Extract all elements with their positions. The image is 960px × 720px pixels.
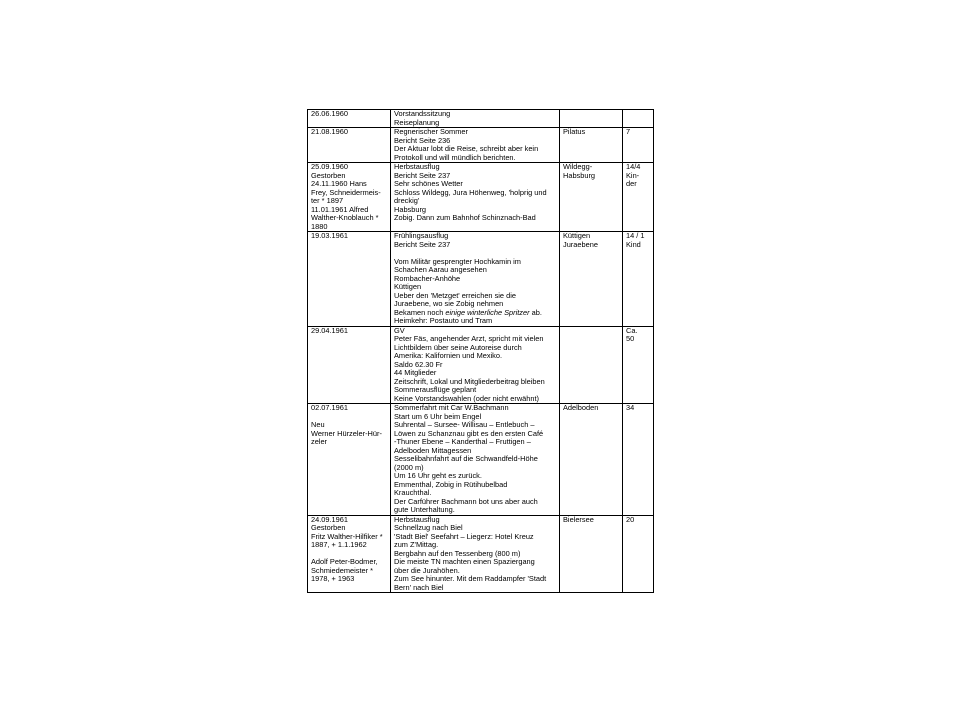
- date-cell: [308, 110, 391, 128]
- event-text: Rombacher-Anhöhe: [394, 273, 461, 283]
- event-text: Bericht Seite 237: [394, 170, 451, 180]
- event-text: Emmenthal, Zobig in Rütihubelbad: [394, 479, 508, 489]
- place-cell: [560, 232, 623, 327]
- place-cell-line: Juraebene: [563, 239, 598, 249]
- date-cell-line: Fritz Walther-Hilfiker *: [311, 531, 383, 541]
- date-cell-line: Werner Hürzeler-Hür-: [311, 428, 382, 438]
- event-text: 44 Mitglieder: [394, 368, 437, 377]
- date-cell-line: Adolf Peter-Bodmer,: [311, 557, 378, 566]
- table-row: [308, 110, 654, 128]
- date-cell-line: zeler: [311, 437, 328, 446]
- event-text: Der Aktuar lobt die Reise, schreibt aber kein: [394, 144, 539, 153]
- participants-cell: [623, 232, 654, 327]
- event-text: Regnerischer Sommer: [394, 127, 468, 136]
- event-text: Sommerfahrt mit Car W.Bachmann: [394, 403, 509, 412]
- place-cell-line: Adelboden: [563, 403, 599, 412]
- participants-cell-line: Kind: [626, 239, 641, 249]
- event-text: Saldo 62.30 Fr: [394, 359, 443, 369]
- participants-cell-line: 50: [626, 334, 635, 343]
- place-cell: [560, 110, 623, 128]
- participants-cell-line: 14/4: [626, 162, 641, 171]
- date-cell-line: 11.01.1961 Alfred: [311, 204, 369, 214]
- place-cell: [560, 163, 623, 232]
- date-cell-line: 1978, + 1963: [311, 574, 355, 583]
- participants-cell-line: Ca.: [626, 326, 638, 335]
- event-cell: [391, 128, 560, 163]
- event-text: über die Jurahöhen.: [394, 565, 460, 575]
- participants-cell-line: 20: [626, 515, 635, 524]
- date-cell-line: 29.04.1961: [311, 326, 348, 335]
- event-text: Adelboden Mittagessen: [394, 445, 472, 455]
- event-text: Ueber den 'Metzget' erreichen sie die: [394, 290, 516, 300]
- event-line: [394, 506, 557, 515]
- table-row: [308, 163, 654, 232]
- participants-cell: [623, 110, 654, 128]
- event-cell: [391, 326, 560, 404]
- event-line: [394, 395, 557, 404]
- event-text: Zum See hinunter. Mit dem Raddampfer 'Stadt: [394, 574, 547, 583]
- event-text: dreckig': [394, 196, 420, 205]
- place-cell-line: Wildegg-: [563, 162, 593, 171]
- date-cell-line: Schmiedemeister *: [311, 565, 374, 575]
- event-text: Vom Militär gesprengter Hochkamin im: [394, 256, 521, 266]
- date-cell-line: Gestorben: [311, 523, 346, 532]
- date-cell-line: 02.07.1961: [311, 403, 348, 412]
- date-cell-line: 24.09.1961: [311, 515, 348, 524]
- event-text: Herbstausflug: [394, 515, 440, 524]
- event-text: Krauchthal.: [394, 488, 432, 497]
- event-cell: [391, 404, 560, 516]
- event-text: Um 16 Uhr geht es zurück.: [394, 471, 482, 480]
- event-text: Bekamen noch: [394, 307, 446, 317]
- date-cell-line: 21.08.1960: [311, 127, 348, 136]
- date-cell: [308, 163, 391, 232]
- event-text: Sommerausflüge geplant: [394, 385, 477, 394]
- event-text: Bericht Seite 236: [394, 135, 451, 145]
- event-text: Sesselibahnfahrt auf die Schwandfeld-Höhe: [394, 454, 538, 463]
- date-cell-line: Walther-Knoblauch *: [311, 213, 379, 222]
- event-text: Suhrental – Sursee- Willisau – Entlebuch –: [394, 420, 535, 429]
- place-cell: [560, 128, 623, 163]
- event-text: Protokoll und will mündlich berichten.: [394, 152, 516, 162]
- participants-cell-line: 7: [626, 127, 631, 136]
- participants-cell-line: 34: [626, 403, 635, 412]
- event-text: Die meiste TN machten einen Spaziergang: [394, 557, 535, 566]
- event-line: [394, 154, 557, 163]
- event-text: einige winterliche Spritzer: [445, 307, 530, 317]
- event-text: Lichtbildern über seine Autoreise durch: [394, 342, 522, 352]
- event-text: (2000 m): [394, 462, 424, 472]
- event-text: Schloss Wildegg, Jura Höhenweg, 'holprig und: [394, 187, 547, 197]
- event-text: Bergbahn auf den Tessenberg (800 m): [394, 548, 521, 558]
- event-text: Start um 6 Uhr beim Engel: [394, 411, 482, 421]
- event-text: Der Carführer Bachmann bot uns aber auch: [394, 496, 538, 506]
- place-cell-line: Habsburg: [563, 170, 596, 180]
- date-cell-line: 1880: [311, 221, 328, 231]
- event-text: Bericht Seite 237: [394, 239, 451, 249]
- event-text: 'Stadt Biel' Seefahrt – Liegerz: Hotel Kreuz: [394, 531, 534, 541]
- chronicle-table: [307, 109, 654, 593]
- event-text: Frühlingsausflug: [394, 231, 449, 240]
- event-cell: [391, 110, 560, 128]
- event-text: Heimkehr: Postauto und Tram: [394, 316, 493, 325]
- participants-cell: [623, 326, 654, 404]
- date-cell-line: ter * 1897: [311, 196, 344, 205]
- participants-cell-line: 14 / 1: [626, 231, 645, 240]
- participants-cell: [623, 163, 654, 232]
- event-text: Keine Vorstandswahlen (oder nicht erwähnt): [394, 393, 540, 403]
- event-text: Vorstandssitzung: [394, 109, 451, 118]
- event-line: [394, 241, 557, 250]
- event-text: Herbstausflug: [394, 162, 440, 171]
- event-text: Bern' nach Biel: [394, 582, 444, 592]
- date-cell-line: 1887, + 1.1.1962: [311, 540, 367, 549]
- date-cell: [308, 128, 391, 163]
- place-cell-line: Bielersee: [563, 515, 594, 524]
- event-text: Sehr schönes Wetter: [394, 179, 463, 188]
- date-cell: [308, 232, 391, 327]
- event-text: Habsburg: [394, 204, 427, 214]
- event-text: ab.: [529, 307, 542, 317]
- table-row: [308, 515, 654, 593]
- event-text: Küttigen: [394, 282, 422, 291]
- date-cell-line: Frey, Schneidermeis-: [311, 187, 381, 197]
- event-text: Juraebene, wo sie Zobig nehmen: [394, 299, 504, 308]
- event-line: [394, 119, 557, 128]
- participants-cell: [623, 404, 654, 516]
- place-cell-line: Pilatus: [563, 127, 586, 136]
- event-text: GV: [394, 326, 405, 335]
- event-text: Reiseplanung: [394, 117, 440, 127]
- event-text: zum Z'Mittag.: [394, 540, 439, 549]
- date-cell: [308, 404, 391, 516]
- participants-cell-line: der: [626, 179, 637, 188]
- event-text: Zeitschrift, Lokal und Mitgliederbeitrag bleiben: [394, 376, 545, 386]
- event-cell: [391, 163, 560, 232]
- date-cell: [308, 326, 391, 404]
- event-text: Peter Fäs, angehender Arzt, spricht mit vielen: [394, 334, 544, 343]
- event-text: Löwen zu Schanznau gibt es den ersten Café: [394, 428, 544, 438]
- date-cell-line: Neu: [311, 420, 325, 429]
- event-line: [394, 317, 557, 326]
- table-row: [308, 232, 654, 327]
- event-text: gute Unterhaltung.: [394, 505, 455, 514]
- event-cell: [391, 232, 560, 327]
- participants-cell: [623, 128, 654, 163]
- date-cell-line: 24.11.1960 Hans: [311, 179, 367, 188]
- date-cell-line: 19.03.1961: [311, 231, 348, 240]
- event-line: [394, 584, 557, 593]
- event-text: Schnellzug nach Biel: [394, 523, 463, 532]
- event-line: [394, 214, 557, 223]
- date-cell-line: Gestorben: [311, 170, 346, 180]
- event-text: -Thuner Ebene – Kanderthal – Fruttigen –: [394, 437, 531, 446]
- event-text: Zobig. Dann zum Bahnhof Schinznach-Bad: [394, 213, 536, 222]
- event-text: Amerika: Kalifornien und Mexiko.: [394, 351, 503, 360]
- date-cell-line: 26.06.1960: [311, 109, 348, 118]
- event-text: Schachen Aarau angesehen: [394, 265, 487, 274]
- place-cell: [560, 326, 623, 404]
- table-body: [308, 110, 654, 593]
- date-cell: [308, 515, 391, 593]
- place-cell: [560, 404, 623, 516]
- participants-cell: [623, 515, 654, 593]
- date-cell-line: 25.09.1960: [311, 162, 348, 171]
- table-row: [308, 128, 654, 163]
- place-cell: [560, 515, 623, 593]
- event-cell: [391, 515, 560, 593]
- table-row: [308, 404, 654, 516]
- participants-cell-line: Kin-: [626, 170, 640, 180]
- place-cell-line: Küttigen: [563, 231, 591, 240]
- table-row: [308, 326, 654, 404]
